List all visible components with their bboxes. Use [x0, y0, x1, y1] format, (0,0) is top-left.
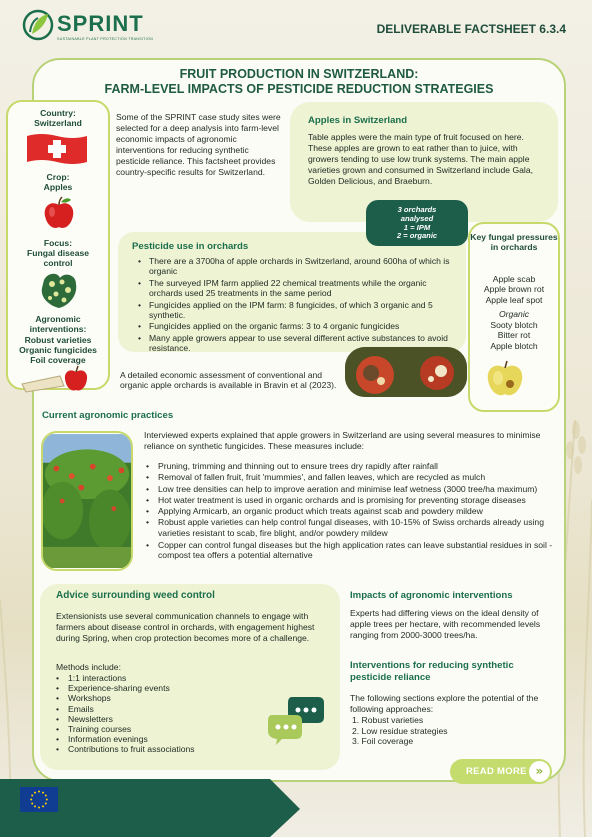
- diseased-apple-icon: [484, 358, 526, 400]
- current-practices-intro: Interviewed experts explained that apple growers in Switzerland are using several measures to minimise reliance on synthetic fungicides. These measures include:: [144, 430, 541, 451]
- list-item: • Pruning, trimming and thinning out to ensure trees dry rapidly after rainfall: [146, 461, 556, 472]
- read-more-label: READ MORE: [466, 766, 527, 777]
- list-item: • Robust apple varieties can help control fungal diseases, with 10-15% of Swiss orchards already using varieties resistant to scab, fire blight, and/or powdery mildew: [146, 517, 556, 539]
- badge-line: 1 = IPM: [403, 222, 431, 232]
- organic-label: Organic: [498, 309, 530, 319]
- logo-text: SPRINT: [57, 11, 144, 36]
- apple-orchard-photo: [41, 431, 133, 571]
- list-item: Apple blotch: [490, 340, 538, 351]
- rotten-apples-photo: [345, 347, 467, 397]
- impacts-text: Experts had differing views on the ideal density of apple trees per hectare, with recommended levels ranging from 2000-3000 trees/ha.: [350, 608, 541, 640]
- focus-value-line-2: control: [43, 258, 73, 268]
- intervention-item: Robust varieties: [24, 335, 92, 345]
- list-item: 2. Low residue strategies: [352, 725, 448, 736]
- reducing-reliance-text: The following sections explore the potential of the following approaches:: [350, 693, 539, 714]
- sprint-logo: [22, 8, 162, 46]
- list-item: • Newsletters: [56, 714, 296, 724]
- pesticide-list: [138, 256, 456, 355]
- list-item: Sooty blotch: [490, 320, 538, 330]
- list-item: • Emails: [56, 704, 296, 714]
- orchards-analysed-badge: [366, 200, 468, 246]
- list-item: Bitter rot: [497, 330, 531, 341]
- assessment-paragraph: A detailed economic assessment of conventional and organic apple orchards is available in Bravin et al (2023).: [120, 370, 337, 391]
- footer-band: [0, 775, 592, 837]
- impacts-title: Impacts of agronomic interventions: [350, 590, 513, 601]
- list-item: • Fungicides applied on the organic farms: 3 to 4 organic fungicides: [138, 321, 456, 331]
- title-line-1: FRUIT PRODUCTION IN SWITZERLAND:: [179, 67, 419, 81]
- list-item: Apple leaf spot: [485, 294, 543, 305]
- list-item: • Removal of fallen fruit, fruit 'mummies', and fallen leaves, which are recycled as mulch: [146, 472, 556, 483]
- weed-control-title: Advice surrounding weed control: [56, 590, 215, 601]
- sprint-leaf-icon: [22, 8, 54, 42]
- list-item: • The surveyed IPM farm applied 22 chemical treatments while the organic orchards used 25 treatments in the same period: [138, 278, 456, 299]
- current-practices-list: [146, 461, 556, 562]
- badge-line: 3 orchards: [397, 205, 437, 214]
- organic-pressures-list: [470, 320, 558, 351]
- pesticide-use-box: [118, 232, 466, 352]
- list-item: • 1:1 interactions: [56, 673, 296, 683]
- title-line-2: FARM-LEVEL IMPACTS OF PESTICIDE REDUCTION STRATEGIES: [104, 82, 494, 96]
- double-chevron-right-icon: »: [529, 761, 550, 782]
- crop-label: Crop:: [46, 172, 70, 182]
- apples-section-text: Table apples were the main type of fruit focused on here. These apples are grown to eat rather than to juice, with growers tending to use low trunk systems. The main apple varieties grown and consumed in Switzerland include Gala, Golden Delicious, and Braeburn.: [308, 132, 533, 186]
- list-item: • Applying Armicarb, an organic product which treats against scab and powdery mildew: [146, 506, 556, 517]
- methods-list: [56, 673, 296, 755]
- intervention-item: Organic fungicides: [19, 345, 97, 355]
- list-item: • Contributions to fruit associations: [56, 744, 296, 754]
- list-item: • Many apple growers appear to use several different active substances to avoid resistance.: [138, 333, 456, 354]
- facts-sidebar: [6, 100, 110, 390]
- list-item: • Information evenings: [56, 734, 296, 744]
- swiss-flag-icon: [25, 132, 89, 166]
- list-item: • Copper can control fungal diseases but the high application rates can leave substantial residues in soil - compost tea offers a potential alternative: [146, 540, 556, 562]
- interventions-label-2: interventions:: [29, 324, 87, 334]
- current-practices-title: Current agronomic practices: [42, 410, 174, 421]
- apple-icon: [41, 196, 77, 232]
- pressures-title: Key fungal pressures in orchards: [470, 232, 558, 253]
- apples-section-title: Apples in Switzerland: [308, 115, 408, 126]
- intro-paragraph: Some of the SPRINT case study sites were selected for a deep analysis into farm-level economic impacts of agronomic interventions for reducing synthetic pesticide reliance. This factsheet provides country-specific results for Switzerland.: [116, 112, 281, 177]
- badge-line: analysed: [400, 213, 434, 223]
- diseased-leaf-icon: [38, 270, 80, 310]
- foil-and-apple-icon: [20, 364, 96, 394]
- reducing-reliance-title: Interventions for reducing synthetic pesticide reliance: [350, 660, 514, 683]
- list-item: • There are a 3700ha of apple orchards in Switzerland, around 600ha of which is organic: [138, 256, 456, 277]
- methods-title: Methods include:: [56, 662, 121, 672]
- approaches-list: [352, 715, 552, 747]
- weed-control-text: Extensionists use several communication channels to engage with farmers about disease control in orchards, with engagement highest during Spring, when crop protection becomes more of a challenge.: [56, 611, 315, 643]
- list-item: 3. Foil coverage: [352, 736, 414, 747]
- eu-flag-icon: [20, 787, 58, 812]
- page-title: [32, 67, 566, 97]
- chat-bubbles-icon: [266, 693, 326, 748]
- interventions-label-1: Agronomic: [35, 314, 81, 324]
- pesticide-section-title: Pesticide use in orchards: [132, 241, 249, 252]
- fungal-pressures-box: [468, 222, 560, 412]
- deliverable-label: DELIVERABLE FACTSHEET 6.3.4: [376, 22, 566, 36]
- country-label: Country:: [40, 108, 76, 118]
- intervention-item: Foil coverage: [30, 355, 86, 365]
- list-item: • Low tree densities can help to improve aeration and minimise leaf wetness (3000 tree/ha maximum): [146, 484, 556, 495]
- list-item: • Hot water treatment is used in organic orchards and is promising for preventing storage diseases: [146, 495, 556, 506]
- logo-subtitle: SUSTAINABLE PLANT PROTECTION TRANSITION: [57, 37, 153, 41]
- crop-value: Apples: [43, 182, 73, 192]
- list-item: • Fungicides applied on the IPM farm: 8 fungicides, of which 3 organic and 5 synthetic.: [138, 300, 456, 321]
- focus-value-line-1: Fungal disease: [26, 248, 90, 258]
- list-item: • Workshops: [56, 693, 296, 703]
- list-item: • Training courses: [56, 724, 296, 734]
- badge-line: 2 = organic: [396, 231, 438, 241]
- list-item: • Experience-sharing events: [56, 683, 296, 693]
- list-item: Apple scab: [492, 274, 536, 284]
- list-item: Apple brown rot: [483, 284, 545, 295]
- conventional-pressures-list: [470, 274, 558, 305]
- focus-label: Focus:: [43, 238, 73, 248]
- country-value: Switzerland: [34, 118, 82, 128]
- list-item: 1. Robust varieties: [352, 715, 424, 725]
